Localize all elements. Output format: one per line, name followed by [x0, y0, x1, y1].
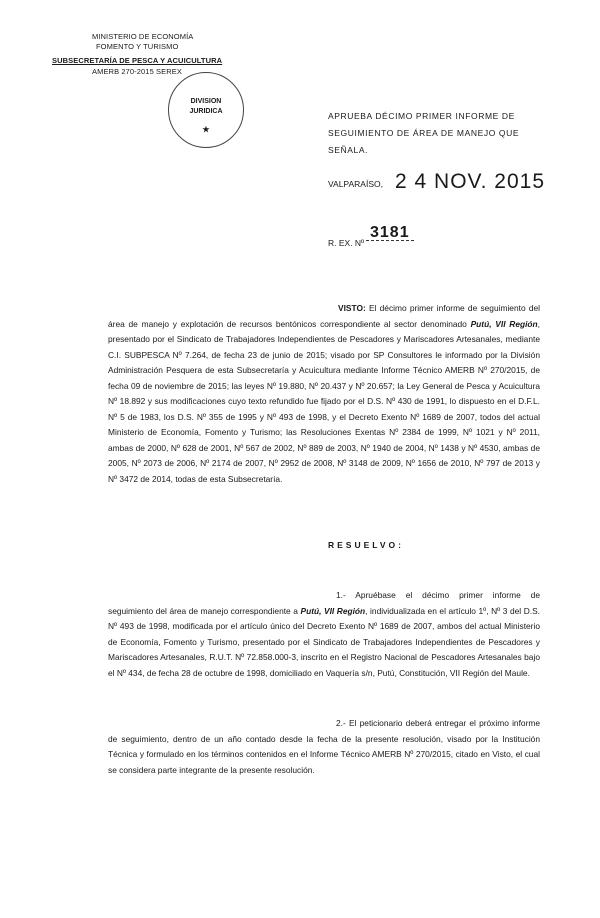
resolution-item-1	[108, 588, 540, 681]
resolution-label: R. EX. Nº	[328, 238, 365, 248]
stamp-star-icon: ★	[202, 125, 210, 134]
item1-text-2: , individualizada en el artículo 1º, Nº 3 del D.S. Nº 493 de 1998, modificada por el artículo único del Decreto Exento Nº 1689 de 2007, ambos del actual Ministerio de Economía, Fomento y Turismo, presentado por el Sindicato de Trabajadores Independientes de Pescadores y Mariscadores Artesanales, R.U.T. Nº 72.858.000-3, inscrito en el Registro Nacional de Pescadores Artesanales bajo el Nº 434, de fecha 28 de octubre de 1998, domiciliado en Vaquería s/n, Putú, Constitución, VII Región del Maule.	[108, 605, 541, 678]
visto-paragraph	[108, 301, 540, 487]
ministry-name: MINISTERIO DE ECONOMÍA	[92, 32, 194, 41]
stamp-line-1: DIVISION	[190, 98, 222, 105]
place-label: VALPARAÍSO,	[328, 179, 383, 189]
resolution-item-2	[108, 716, 540, 778]
ministry-subtitle: FOMENTO Y TURISMO	[96, 42, 179, 51]
visto-label: VISTO:	[338, 303, 366, 313]
resuelvo-heading: RESUELVO:	[328, 540, 404, 550]
visto-text-2: , presentado por el Sindicato de Trabajadores Independientes de Pescadores y Mariscadores Artesanales, mediante C.I. SUBPESCA Nº 7.264, de fecha 23 de junio de 2015; visado por SP Consultores le informado por la División Administración Pesquera de esta Subsecretaría y Acuicultura mediante Informe Técnico AMERB Nº 270/2015, de fecha 09 de noviembre de 2015; las leyes Nº 19.880, Nº 20.437 y Nº 20.657; la Ley General de Pesca y Acuicultura Nº 18.892 y sus modificaciones cuyo texto refundido fue fijado por el D.S. Nº 430 de 1991, lo dispuesto en el D.F.L. Nº 5 de 1983, los D.S. Nº 355 de 1995 y Nº 493 de 1998, y el Decreto Exento Nº 1689 de 2007, todos del actual Ministerio de Economía, Fomento y Turismo; las Resoluciones Exentas Nº 2384 de 1999, Nº 1021 y Nº 2011, ambas de 2000, Nº 628 de 2001, Nº 567 de 2002, Nº 889 de 2003, Nº 1940 de 2004, Nº 1438 y Nº 4530, ambas de 2005, Nº 2073 de 2006, Nº 2174 de 2007, Nº 2952 de 2008, Nº 3148 de 2009, Nº 1656 de 2010, Nº 797 de 2013 y Nº 3472 de 2014, todas de esta Subsecretaría.	[108, 318, 540, 484]
item1-place: Putú, VII Región	[300, 605, 366, 616]
visto-text-1: El décimo primer informe de seguimiento del área de manejo y explotación de recursos bentónicos correspondiente al sector denominado	[108, 303, 540, 329]
visto-place: Putú, VII Región	[470, 318, 538, 329]
date-stamp: 2 4 NOV. 2015	[395, 170, 545, 193]
item1-text-1: 1.- Apruébase el décimo primer informe de seguimiento del área de manejo correspondiente a	[108, 590, 540, 616]
subsecretaria-name: SUBSECRETARÍA DE PESCA Y ACUICULTURA	[52, 56, 223, 65]
reference-code: AMERB 270-2015 SEREX	[92, 67, 182, 76]
resolution-underline	[366, 240, 414, 241]
stamp-line-2: JURIDICA	[189, 108, 223, 115]
division-stamp	[168, 72, 244, 148]
item2-text: 2.- El peticionario deberá entregar el próximo informe de seguimiento, dentro de un año contado desde la fecha de la presente resolución, visado por la Institución Técnica y formulado en los términos contenidos en el Informe Técnico AMERB Nº 270/2015, citado en Visto, el cual se considera parte integrante de la presente resolución.	[108, 718, 540, 775]
resolution-number: 3181	[370, 224, 410, 241]
document-title: APRUEBA DÉCIMO PRIMER INFORME DE SEGUIMIENTO DE ÁREA DE MANEJO QUE SEÑALA.	[328, 111, 520, 155]
